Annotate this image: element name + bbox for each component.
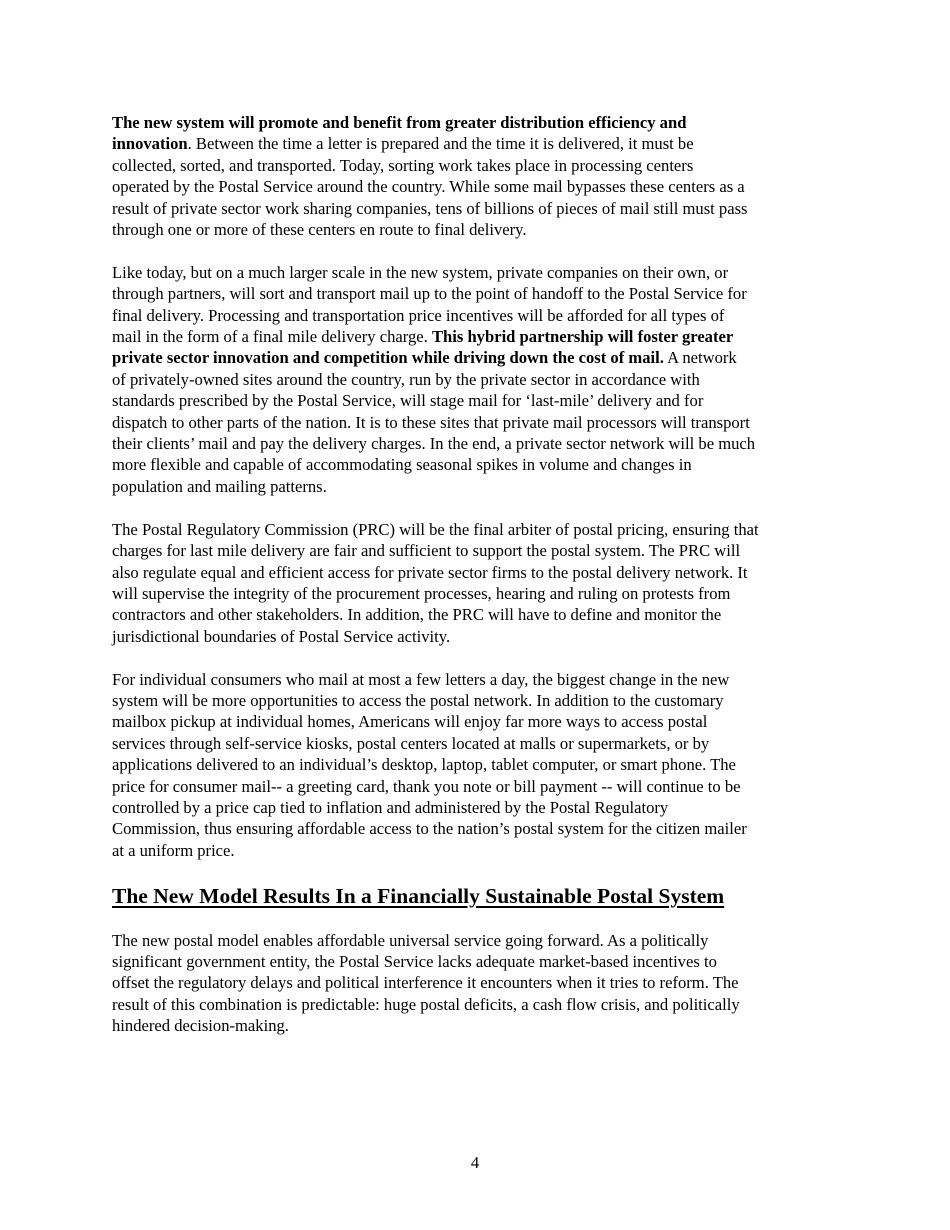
paragraph-hybrid-partnership <box>112 262 840 497</box>
paragraph-distribution-efficiency <box>112 112 840 240</box>
paragraph-new-postal-model: The new postal model enables affordable universal service going forward. As a politically significant government entity, the Postal Service lacks adequate market-based incentives to offset the regulatory delays and political interference it encounters when it tries to reform. The result of this combination is predictable: huge postal deficits, a cash flow crisis, and politically hindered decision-making. <box>112 930 740 1036</box>
page-number: 4 <box>470 1153 480 1172</box>
paragraph-bold-lead: The new system will promote and benefit from greater distribution efficiency and innovation <box>112 113 687 154</box>
paragraph-prc-role: The Postal Regulatory Commission (PRC) will be the final arbiter of postal pricing, ensuring that charges for last mile delivery are fair and sufficient to support the postal system. The PRC will also regulate equal and efficient access for private sector firms to the postal delivery network. It will supervise the integrity of the procurement processes, hearing and ruling on protests from contractors and other stakeholders. In addition, the PRC will have to define and monitor the jurisdictional boundaries of Postal Service activity. <box>112 519 759 646</box>
paragraph-bold-emphasis: This hybrid partnership will foster greater private sector innovation and competition while driving down the cost of mail. <box>112 327 734 368</box>
document-page <box>112 112 840 1058</box>
paragraph-body-after: A network of privately-owned sites around the country, run by the private sector in accordance with standards prescribed by the Postal Service, will stage mail for ‘last-mile’ delivery and for dispatch to other parts of the nation. It is to these sites that private mail processors will transport their clients’ mail and pay the delivery charges. In the end, a private sector network will be much more flexible and capable of accommodating seasonal spikes in volume and changes in population and mailing patterns. <box>112 348 756 496</box>
section-heading: The New Model Results In a Financially Sustainable Postal System <box>112 883 725 908</box>
paragraph-body: . Between the time a letter is prepared and the time it is delivered, it must be collected, sorted, and transported. Today, sorting work takes place in processing centers operated by the Postal Service around the country. While some mail bypasses these centers as a result of private sector work sharing companies, tens of billions of pieces of mail still must pass through one or more of these centers en route to final delivery. <box>112 134 748 240</box>
paragraph-body-before: Like today, but on a much larger scale in the new system, private companies on their own, or through partners, will sort and transport mail up to the point of handoff to the Postal Service for final delivery. Processing and transportation price incentives will be afforded for all types of mail in the form of a final mile delivery charge. <box>112 262 747 347</box>
paragraph-individual-consumers: For individual consumers who mail at most a few letters a day, the biggest change in the new system will be more opportunities to access the postal network. In addition to the customary mailbox pickup at individual homes, Americans will enjoy far more ways to access postal services through self-service kiosks, postal centers located at malls or supermarkets, or by applications delivered to an individual’s desktop, laptop, tablet computer, or smart phone. The price for consumer mail-- a greeting card, thank you note or bill payment -- will continue to be controlled by a price cap tied to inflation and administered by the Postal Regulatory Commission, thus ensuring affordable access to the nation’s postal system for the citizen mailer at a uniform price. <box>112 669 747 860</box>
